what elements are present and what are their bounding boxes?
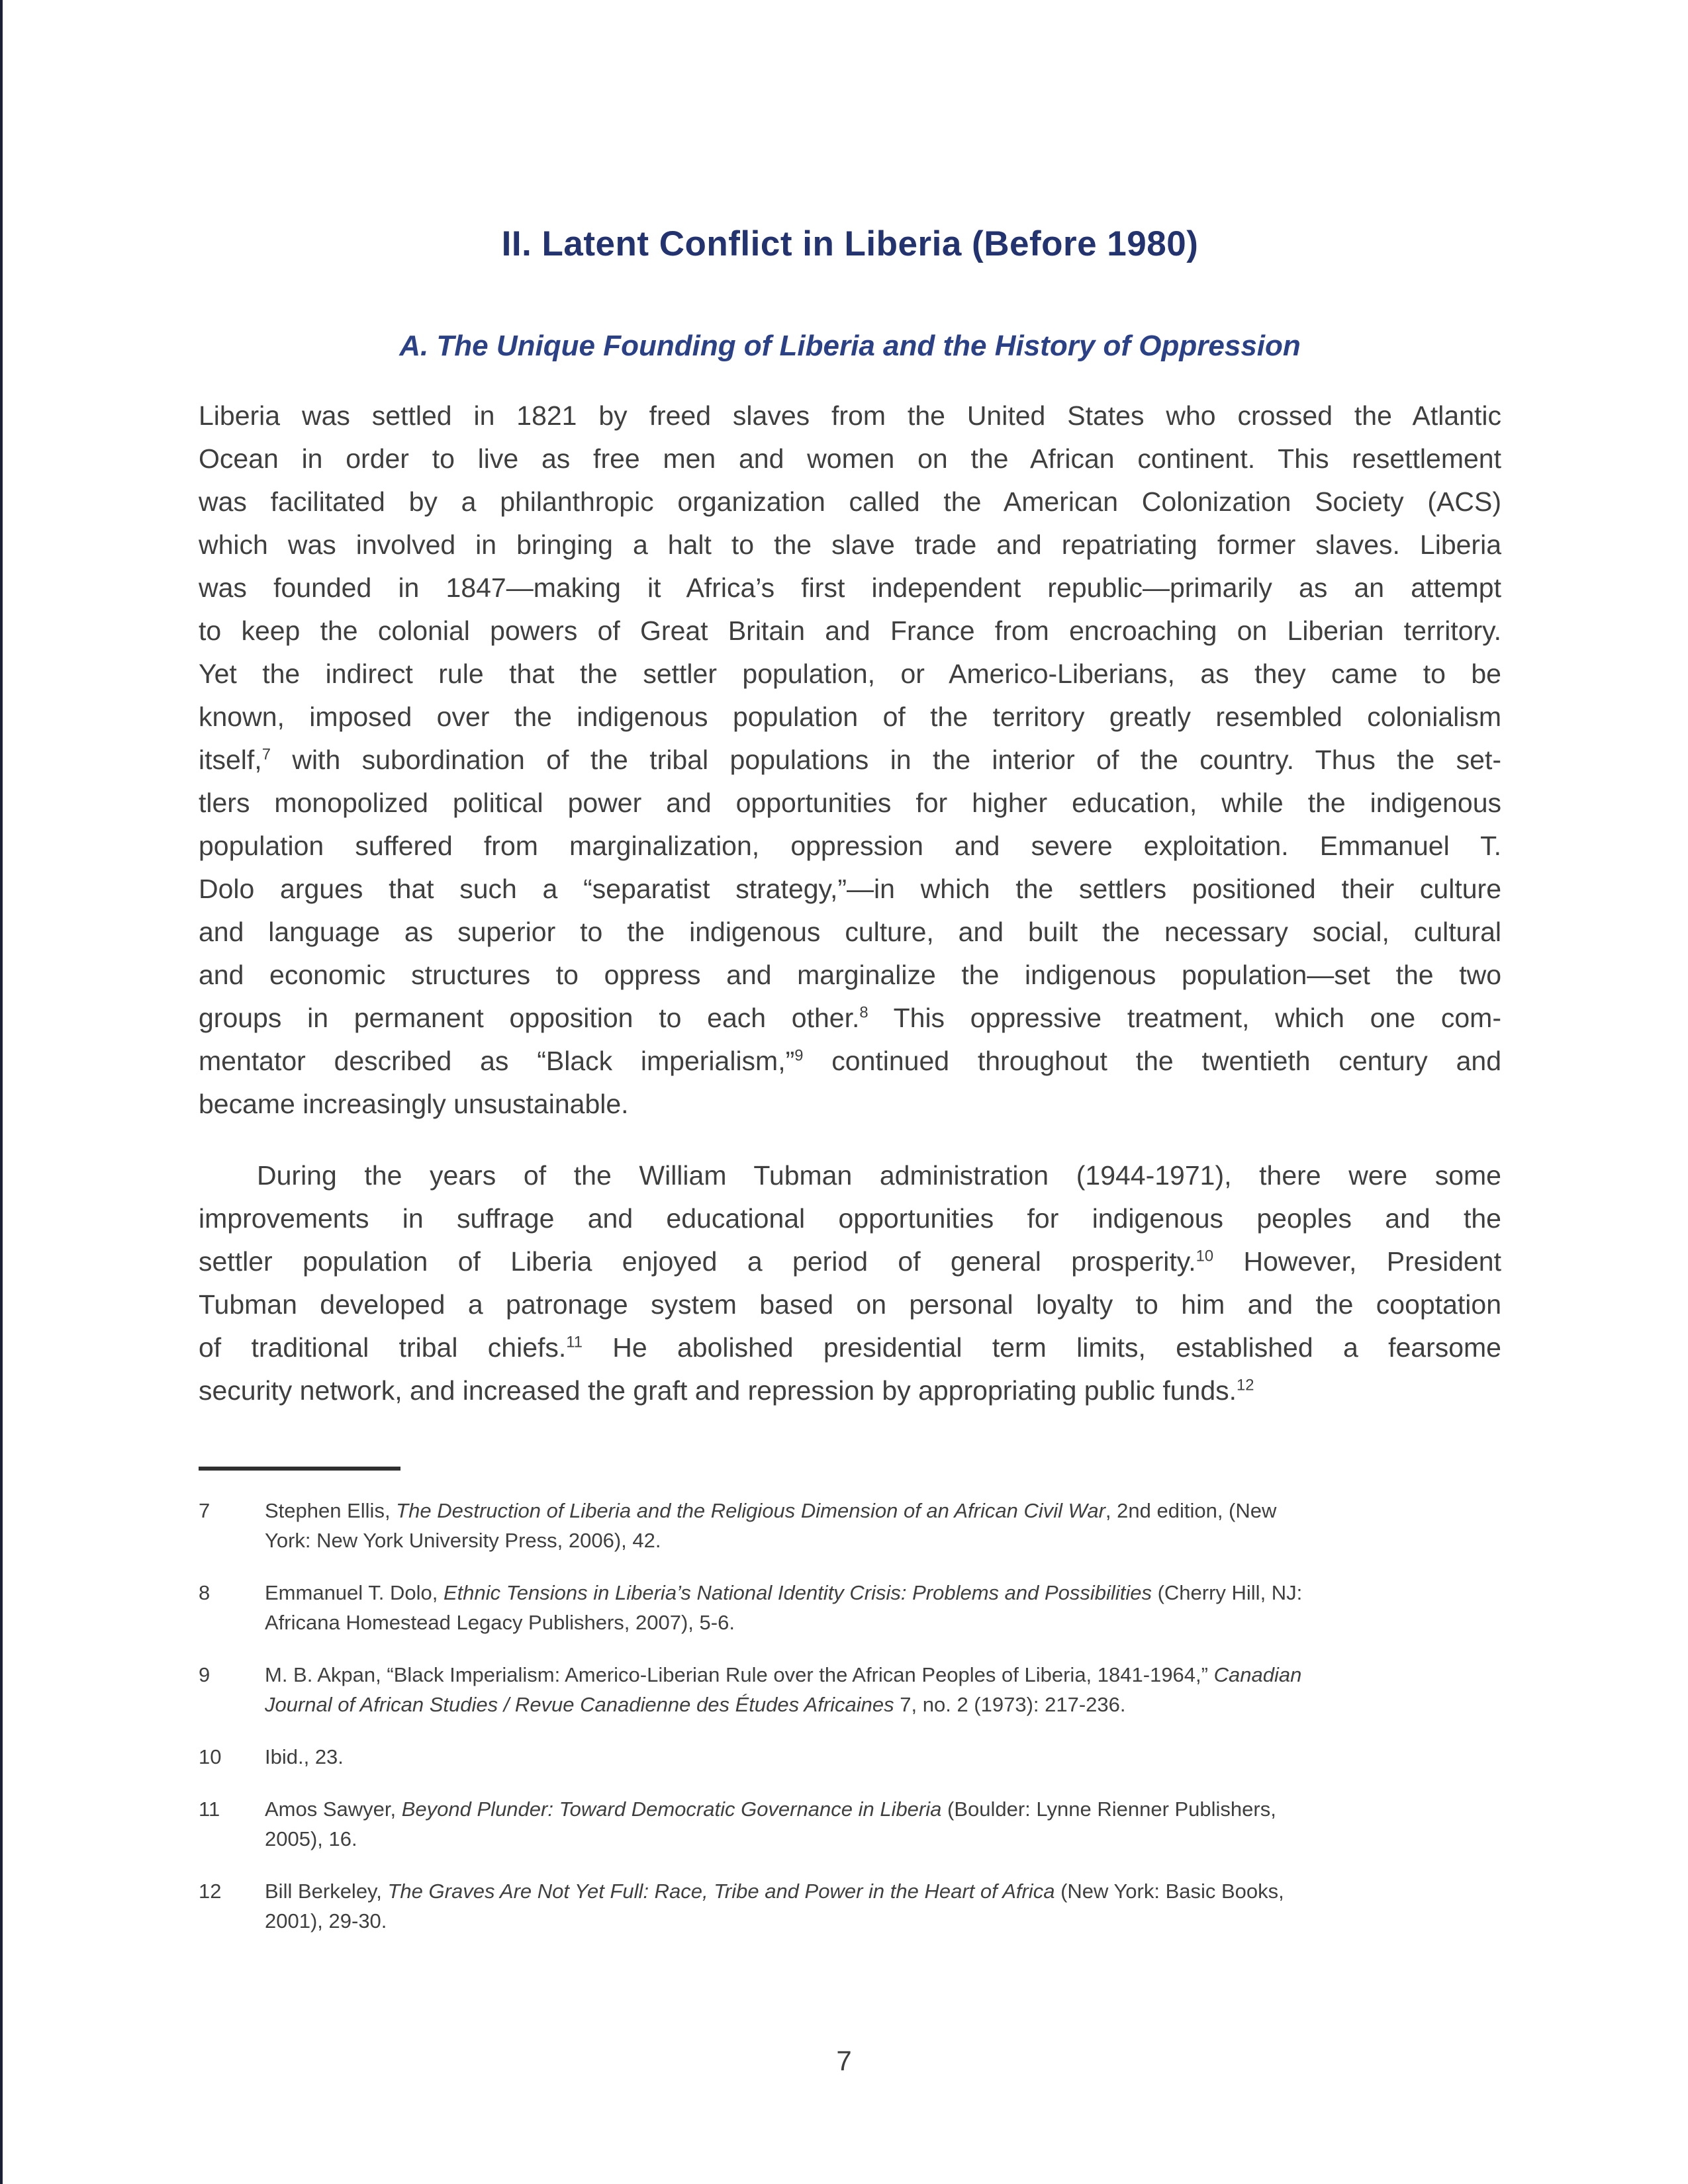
footnote-line — [265, 1578, 1501, 1608]
text-segment: groups in permanent opposition to each other. — [199, 1003, 860, 1033]
page-left-border-bar — [0, 0, 3, 2184]
text-segment: tlers monopolized political power and opportunities for higher education, while the indigenous — [199, 788, 1501, 818]
text-segment: mentator described as “Black imperialism,” — [199, 1046, 795, 1076]
body-line — [199, 954, 1501, 997]
body-paragraph — [199, 1154, 1501, 1412]
footnote — [199, 1496, 1501, 1555]
text-segment: 7, no. 2 (1973): 217-236. — [894, 1693, 1126, 1716]
body-line — [199, 567, 1501, 610]
body-line — [199, 480, 1501, 523]
text-segment: , 2nd edition, (New — [1105, 1499, 1277, 1522]
body-line — [199, 739, 1501, 782]
footnote-number: 10 — [199, 1745, 222, 1768]
footnote-ref-superscript: 8 — [859, 1003, 868, 1022]
body-line — [199, 1369, 1501, 1412]
footnote — [199, 1660, 1501, 1719]
footnote-line — [265, 1906, 1501, 1936]
footnote-text — [265, 1578, 1501, 1637]
text-segment: was founded in 1847—making it Africa’s first independent republic—primarily as an attempt — [199, 572, 1501, 603]
text-segment: settler population of Liberia enjoyed a period of general prosperity. — [199, 1246, 1196, 1277]
text-segment: was facilitated by a philanthropic organization called the American Colonization Society (ACS) — [199, 486, 1501, 517]
text-segment: Stephen Ellis, — [265, 1499, 397, 1522]
body-line — [199, 653, 1501, 696]
footnote-number: 7 — [199, 1499, 211, 1522]
footnote-line — [265, 1742, 1501, 1772]
body-line — [199, 610, 1501, 653]
text-segment: York: New York University Press, 2006), 42. — [265, 1529, 661, 1552]
italic-title-text: The Destruction of Liberia and the Religious Dimension of an African Civil War — [396, 1499, 1105, 1522]
footnote-line — [265, 1876, 1501, 1906]
footnote-number: 11 — [199, 1797, 220, 1821]
page-content — [199, 0, 1501, 1958]
text-segment: with subordination of the tribal populations in the interior of the country. Thus the set- — [270, 745, 1501, 775]
text-segment: Ocean in order to live as free men and women on the African continent. This resettlement — [199, 443, 1501, 474]
footnote-ref-superscript: 12 — [1237, 1376, 1254, 1394]
section-title: II. Latent Conflict in Liberia (Before 1980) — [501, 224, 1199, 263]
footnote — [199, 1876, 1501, 1936]
text-segment: Yet the indirect rule that the settler population, or Americo-Liberians, as they came to be — [199, 659, 1501, 689]
text-segment: 2001), 29-30. — [265, 1909, 387, 1933]
body-line — [199, 696, 1501, 739]
text-segment: Amos Sawyer, — [265, 1797, 402, 1821]
text-segment: (Cherry Hill, NJ: — [1151, 1581, 1303, 1604]
footnote-number: 12 — [199, 1880, 222, 1903]
footnote-separator-rule — [199, 1467, 400, 1471]
italic-title-text: Ethnic Tensions in Liberia’s National Identity Crisis: Problems and Possibilities — [443, 1581, 1152, 1604]
text-segment: itself, — [199, 745, 262, 775]
footnote-ref-superscript: 10 — [1196, 1247, 1214, 1265]
text-segment: Bill Berkeley, — [265, 1880, 388, 1903]
footnote-line — [265, 1608, 1501, 1637]
italic-title-text: Journal of African Studies / Revue Canadienne des Études Africaines — [265, 1693, 894, 1716]
body-line — [199, 523, 1501, 567]
text-segment: Liberia was settled in 1821 by freed slaves from the United States who crossed the Atlantic — [199, 400, 1501, 431]
footnote-number: 9 — [199, 1663, 211, 1686]
body-line — [199, 1240, 1501, 1283]
page-number: 7 — [836, 2045, 852, 2076]
body-line — [199, 825, 1501, 868]
body-line — [199, 911, 1501, 954]
text-segment: He abolished presidential term limits, established a fearsome — [582, 1332, 1501, 1363]
body-line — [199, 1083, 1501, 1126]
footnotes — [199, 1496, 1501, 1936]
body-line — [199, 782, 1501, 825]
footnote — [199, 1578, 1501, 1637]
footnote-text — [265, 1660, 1501, 1719]
body-line — [199, 868, 1501, 911]
text-segment: to keep the colonial powers of Great Britain and France from encroaching on Liberian territory. — [199, 615, 1501, 646]
text-segment: population suffered from marginalization, oppression and severe exploitation. Emmanuel T. — [199, 831, 1501, 861]
body-line — [199, 1283, 1501, 1326]
footnote-line — [265, 1525, 1501, 1555]
footnote-text — [265, 1496, 1501, 1555]
footnote-line — [265, 1824, 1501, 1854]
italic-title-text: The Graves Are Not Yet Full: Race, Tribe and Power in the Heart of Africa — [387, 1880, 1055, 1903]
text-segment: continued throughout the twentieth century and — [803, 1046, 1501, 1076]
text-segment: 2005), 16. — [265, 1827, 357, 1850]
text-segment: This oppressive treatment, which one com- — [868, 1003, 1501, 1033]
italic-title-text: Canadian — [1213, 1663, 1302, 1686]
body-line — [199, 1040, 1501, 1083]
text-segment: and language as superior to the indigenous culture, and built the necessary social, cultural — [199, 917, 1501, 947]
footnote-text — [265, 1742, 1501, 1772]
text-segment: which was involved in bringing a halt to the slave trade and repatriating former slaves. Liberia — [199, 529, 1501, 560]
text-segment: and economic structures to oppress and marginalize the indigenous population—set the two — [199, 960, 1501, 990]
footnote — [199, 1794, 1501, 1854]
footnote — [199, 1742, 1501, 1772]
text-segment: Ibid., 23. — [265, 1745, 344, 1768]
subsection-title: A. The Unique Founding of Liberia and the History of Oppression — [399, 330, 1301, 362]
text-segment: Africana Homestead Legacy Publishers, 2007), 5-6. — [265, 1611, 735, 1634]
body-text — [199, 394, 1501, 1412]
footnote-ref-superscript: 11 — [566, 1333, 583, 1351]
text-segment: (New York: Basic Books, — [1055, 1880, 1284, 1903]
footnote-text — [265, 1794, 1501, 1854]
footnote-text — [265, 1876, 1501, 1936]
text-segment: Dolo argues that such a “separatist strategy,”—in which the settlers positioned their culture — [199, 874, 1501, 904]
footnote-line — [265, 1794, 1501, 1824]
text-segment: known, imposed over the indigenous population of the territory greatly resembled colonialism — [199, 702, 1501, 732]
footnote-line — [265, 1496, 1501, 1525]
body-line — [199, 1326, 1501, 1369]
body-line — [199, 1154, 1501, 1197]
text-segment: improvements in suffrage and educational opportunities for indigenous peoples and the — [199, 1203, 1501, 1234]
text-segment: However, President — [1213, 1246, 1501, 1277]
italic-title-text: Beyond Plunder: Toward Democratic Governance in Liberia — [401, 1797, 942, 1821]
body-paragraph — [199, 394, 1501, 1126]
footnote-number: 8 — [199, 1581, 211, 1604]
body-line — [199, 394, 1501, 437]
footnote-line — [265, 1660, 1501, 1690]
text-segment: M. B. Akpan, “Black Imperialism: Americo-Liberian Rule over the African Peoples of Liberia, 1841-1964,” — [265, 1663, 1214, 1686]
text-segment: became increasingly unsustainable. — [199, 1089, 629, 1119]
text-segment: Tubman developed a patronage system based on personal loyalty to him and the cooptation — [199, 1289, 1501, 1320]
text-segment: security network, and increased the graft and repression by appropriating public funds. — [199, 1375, 1237, 1406]
body-line — [199, 1197, 1501, 1240]
footnote-ref-superscript: 9 — [794, 1046, 804, 1065]
text-segment: Emmanuel T. Dolo, — [265, 1581, 444, 1604]
text-segment: (Boulder: Lynne Rienner Publishers, — [941, 1797, 1276, 1821]
body-line — [199, 437, 1501, 480]
body-line — [199, 997, 1501, 1040]
text-segment: During the years of the William Tubman administration (1944-1971), there were some — [257, 1160, 1501, 1191]
footnote-ref-superscript: 7 — [261, 745, 271, 764]
footnote-line — [265, 1690, 1501, 1719]
text-segment: of traditional tribal chiefs. — [199, 1332, 567, 1363]
